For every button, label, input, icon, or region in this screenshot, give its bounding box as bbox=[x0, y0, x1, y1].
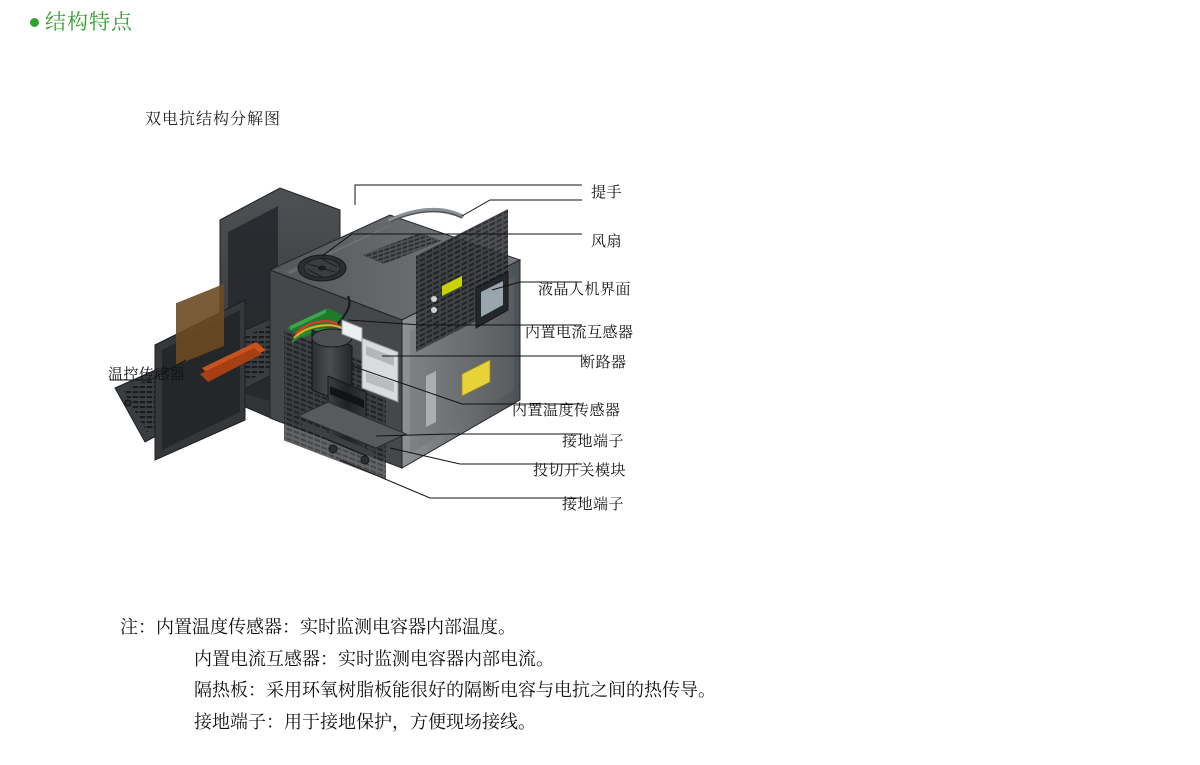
callout-temperature-sensor: 内置温度传感器 bbox=[512, 402, 621, 419]
page-title: 结构特点 bbox=[45, 11, 133, 34]
note-line-3: 隔热板：采用环氧树脂板能很好的隔断电容与电抗之间的热传导。 bbox=[194, 680, 716, 700]
note-line-1: 注：内置温度传感器：实时监测电容器内部温度。 bbox=[120, 617, 516, 637]
callout-lcd-hmi: 液晶人机界面 bbox=[538, 281, 632, 298]
callout-handle: 提手 bbox=[591, 184, 623, 201]
note-line-2: 内置电流互感器：实时监测电容器内部电流。 bbox=[194, 648, 554, 669]
bullet-dot-icon bbox=[30, 18, 39, 27]
callout-temp-control-sensor: 温控传感器 bbox=[108, 366, 186, 383]
callout-ground-terminal-bottom: 接地端子 bbox=[562, 496, 625, 513]
section-header bbox=[30, 12, 133, 33]
notes-block bbox=[120, 612, 1080, 738]
callout-current-transformer: 内置电流互感器 bbox=[525, 324, 634, 341]
callout-fan: 风扇 bbox=[591, 233, 623, 250]
note-line-4: 接地端子：用于接地保护，方便现场接线。 bbox=[194, 711, 536, 732]
fan-grille-icon bbox=[298, 255, 346, 281]
callout-switching-module: 投切开关模块 bbox=[533, 462, 627, 479]
figure-caption: 双电抗结构分解图 bbox=[145, 111, 282, 128]
callout-breaker: 断路器 bbox=[580, 354, 627, 371]
callout-ground-terminal-top: 接地端子 bbox=[562, 433, 625, 450]
